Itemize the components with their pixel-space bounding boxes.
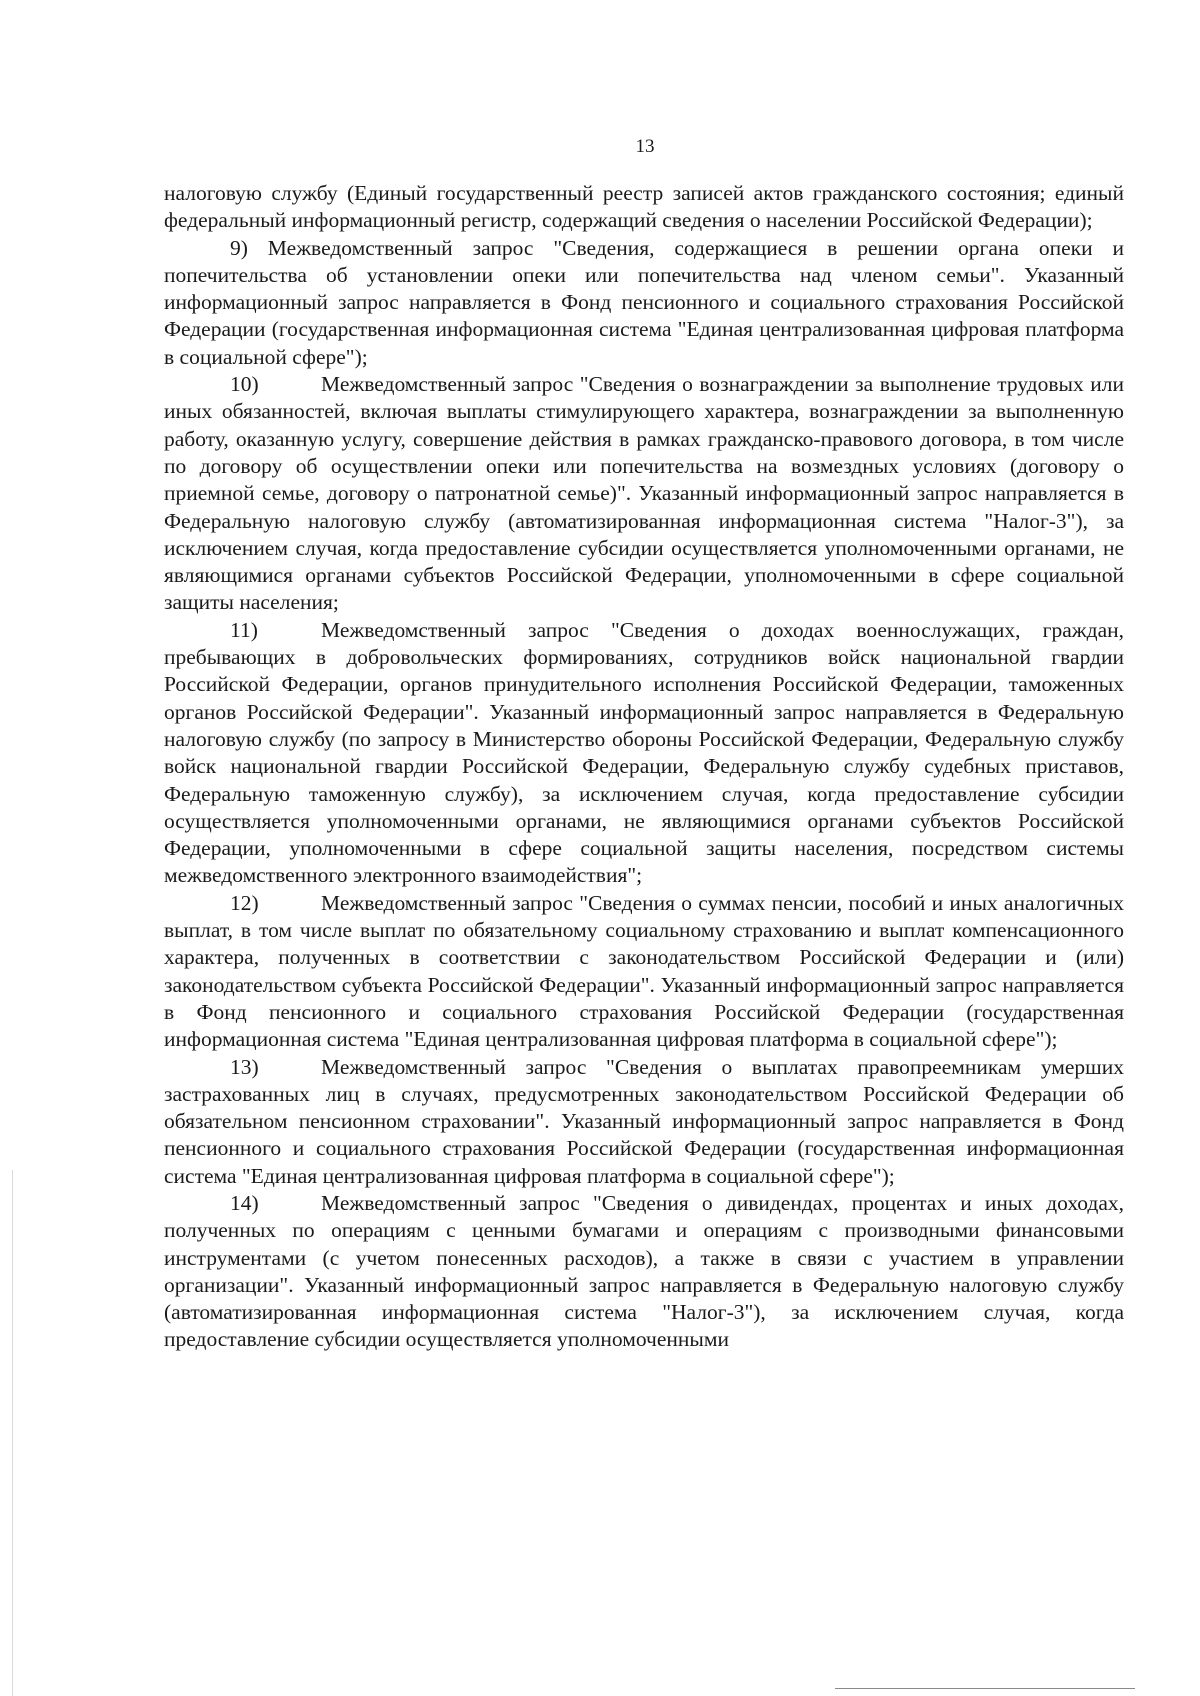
item-number: 13): [230, 1054, 259, 1079]
item-number: 10): [230, 372, 259, 397]
footer-rule: [835, 1688, 1135, 1689]
item-text: Межведомственный запрос "Сведения о вознаграждении за выполнение трудовых или иных обязанностей, включая выплаты стимулирующего характера, вознаграждении за выполненную работу, оказанную услугу, совершение действия в рамках гражданско-правового договора, в том числе по договору об осуществлении опеки или попечительства на возмездных условиях (договору о приемной семье, договору о патронатной семье)". Указанный информационный запрос направляется в Федеральную налоговую службу (автоматизированная информационная система "Налог-3"), за исключением случая, когда предоставление субсидии осуществляется уполномоченными органами, не являющимися органами субъектов Российской Федерации, уполномоченными в сфере социальной защиты населения;: [164, 372, 1124, 615]
paragraph-item-12: [164, 890, 1124, 1054]
scan-margin-line: [12, 1170, 13, 1696]
page-number: 13: [635, 136, 655, 157]
paragraph-item-11: [164, 617, 1124, 890]
paragraph-item-10: [164, 371, 1124, 617]
document-body: [164, 180, 1124, 1354]
item-number: 11): [230, 617, 258, 642]
item-text: Межведомственный запрос "Сведения о суммах пенсии, пособий и иных аналогичных выплат, в том числе выплат по обязательному социальному страхованию и выплат компенсационного характера, полученных в соответствии с законодательством Российской Федерации и (или) законодательством субъекта Российской Федерации". Указанный информационный запрос направляется в Фонд пенсионного и социального страхования Российской Федерации (государственная информационная система "Единая централизованная цифровая платформа в социальной сфере");: [164, 890, 1124, 1052]
item-number: 14): [230, 1190, 259, 1215]
item-text: Межведомственный запрос "Сведения о доходах военнослужащих, граждан, пребывающих в добровольческих формированиях, сотрудников войск национальной гвардии Российской Федерации, органов принудительного исполнения Российской Федерации, таможенных органов Российской Федерации". Указанный информационный запрос направляется в Федеральную налоговую службу (по запросу в Министерство обороны Российской Федерации, Федеральную службу войск национальной гвардии Российской Федерации, Федеральную службу судебных приставов, Федеральную таможенную службу), за исключением случая, когда предоставление субсидии осуществляется уполномоченными органами, не являющимися органами субъектов Российской Федерации, уполномоченными в сфере социальной защиты населения, посредством системы межведомственного электронного взаимодействия";: [164, 617, 1124, 888]
paragraph-continuation: налоговую службу (Единый государственный реестр записей актов гражданского состояния; единый федеральный информационный регистр, содержащий сведения о населении Российской Федерации);: [164, 181, 1124, 233]
paragraph-item-13: [164, 1054, 1124, 1190]
item-text: Межведомственный запрос "Сведения о дивидендах, процентах и иных доходах, полученных по операциям с ценными бумагами и операциям с производными финансовыми инструментами (с учетом понесенных расходов), а также в связи с участием в управлении организации". Указанный информационный запрос направляется в Федеральную налоговую службу (автоматизированная информационная система "Налог-3"), за исключением случая, когда предоставление субсидии осуществляется уполномоченными: [164, 1190, 1124, 1352]
item-text: Межведомственный запрос "Сведения о выплатах правопреемникам умерших застрахованных лиц в случаях, предусмотренных законодательством Российской Федерации об обязательном пенсионном страховании". Указанный информационный запрос направляется в Фонд пенсионного и социального страхования Российской Федерации (государственная информационная система "Единая централизованная цифровая платформа в социальной сфере");: [164, 1054, 1124, 1188]
paragraph-item-9: 9) Межведомственный запрос "Сведения, содержащиеся в решении органа опеки и попечительства об установлении опеки или попечительства над членом семьи". Указанный информационный запрос направляется в Фонд пенсионного и социального страхования Российской Федерации (государственная информационная система "Единая централизованная цифровая платформа в социальной сфере");: [164, 235, 1124, 369]
item-number: 12): [230, 890, 259, 915]
paragraph-item-14: [164, 1190, 1124, 1354]
